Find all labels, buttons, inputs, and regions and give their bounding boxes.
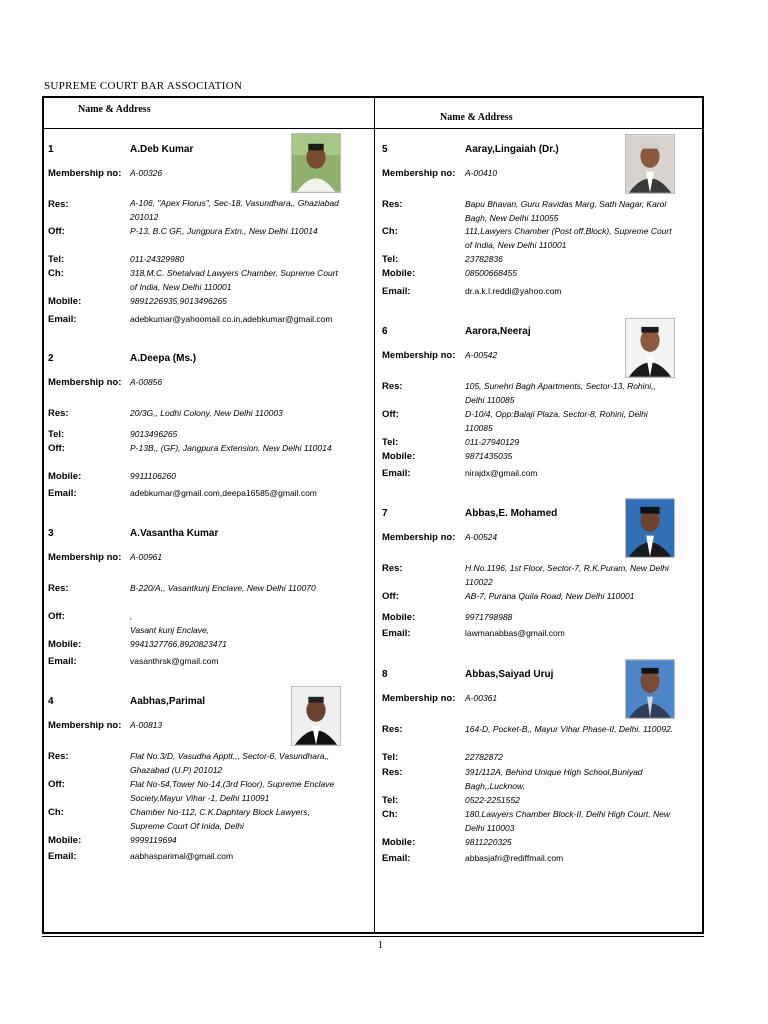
member-number: 5 <box>382 144 388 155</box>
mobile-label: Mobile: <box>382 451 416 462</box>
res-label: Res: <box>48 751 69 762</box>
member-photo <box>291 133 341 193</box>
mobile-value: 9911106260 <box>130 471 177 481</box>
membership-value: A-00410 <box>465 168 498 178</box>
member-number: 1 <box>48 144 54 155</box>
member-photo <box>625 498 675 558</box>
mobile-value: 9811220325 <box>465 837 512 847</box>
member-name: Aaray,Lingaiah (Dr.) <box>465 144 559 155</box>
tel-value: 011-27940129 <box>465 437 520 447</box>
email-value: lawmanabbas@gmail.com <box>465 628 565 638</box>
bottom-rule <box>42 936 704 937</box>
mobile-value: 9971798988 <box>465 612 513 622</box>
off-value-line2: Vasant kunj Enclave, <box>130 625 210 635</box>
member-name: Aabhas,Parimal <box>130 696 206 707</box>
member-number: 8 <box>382 669 388 680</box>
mobile-label: Mobile: <box>48 639 82 650</box>
tel-value: 22782872 <box>465 752 503 762</box>
membership-label: Membership no: <box>48 377 122 388</box>
email-label: Email: <box>382 853 411 864</box>
tel-value: 011-24329980 <box>130 254 185 264</box>
off-value: , <box>130 611 133 621</box>
membership-value: A-00361 <box>465 693 498 703</box>
membership-label: Membership no: <box>382 350 456 361</box>
member-name: A.Vasantha Kumar <box>130 528 219 539</box>
membership-label: Membership no: <box>48 168 122 179</box>
ch-value: 318,M.C. Shetalvad Lawyers Chamber, Supreme Court of India, New Delhi 110001 <box>130 268 338 292</box>
membership-value: A-00542 <box>465 350 498 360</box>
mobile-label: Mobile: <box>48 835 82 846</box>
mobile-label: Mobile: <box>382 268 416 279</box>
res-value: B-220/A,, Vasantkunj Enclave, New Delhi 110070 <box>130 583 316 593</box>
membership-value: A-00961 <box>130 552 163 562</box>
email-label: Email: <box>48 314 77 325</box>
membership-label: Membership no: <box>382 532 456 543</box>
email-label: Email: <box>382 286 411 297</box>
res-label: Res: <box>382 563 403 574</box>
membership-label: Membership no: <box>382 693 456 704</box>
document-title: SUPREME COURT BAR ASSOCIATION <box>44 80 243 92</box>
off-value: P-13B,, (GF), Jangpura Extension, New Delhi 110014 <box>130 443 332 453</box>
ch-label: Ch: <box>48 268 64 279</box>
off-label: Off: <box>48 611 65 622</box>
off-label: Off: <box>48 226 65 237</box>
email-label: Email: <box>48 488 77 499</box>
res-value: 20/3G,, Lodhi Colony, New Delhi 110003 <box>130 408 283 418</box>
membership-label: Membership no: <box>48 552 122 563</box>
off-value: P-13, B.C GF,, Jungpura Extn., New Delhi 110014 <box>130 226 318 236</box>
email-value: nirajdx@gmail.com <box>465 468 538 478</box>
mobile-value: 9941327766,8920823471 <box>130 639 227 649</box>
res-value: Flat No.3/D, Vasudha Apptt.,, Sector-6, Vasundhara,, Ghazabad (U.P) 201012 <box>130 751 330 775</box>
tel-label: Tel: <box>48 429 65 440</box>
off-label: Off: <box>382 591 399 602</box>
email-label: Email: <box>382 468 411 479</box>
off-label: Off: <box>382 409 399 420</box>
mobile-label: Mobile: <box>382 612 416 623</box>
member-photo <box>625 318 675 378</box>
mobile-value: 08500668455 <box>465 268 518 278</box>
email-value: abbasjafri@rediffmail.com <box>465 853 564 863</box>
res-label: Res: <box>382 724 403 735</box>
mobile-label: Mobile: <box>382 837 416 848</box>
member-name: A.Deepa (Ms.) <box>130 353 197 364</box>
off-value: Flat No-54,Tower No-14,(3rd Floor), Supreme Enclave Society,Mayur Vihar -1, Delhi 110091 <box>130 779 335 803</box>
res-value: Bapu Bhavan, Guru Ravidas Marg, Sath Nagar, Karol Bagh, New Delhi 110055 <box>465 199 667 223</box>
member-name: Abbas,E. Mohamed <box>465 508 558 519</box>
tel-label: Tel: <box>382 752 399 763</box>
res-value: H.No.1196, 1st Floor, Sector-7, R.K.Puram, New Delhi 110022 <box>465 563 669 587</box>
tel-value-2: 0522-2251552 <box>465 795 520 805</box>
ch-value: 111,Lawyers Chamber (Post off.Block), Supreme Court of India, New Delhi 110001 <box>465 226 672 250</box>
column-header-right: Name & Address <box>440 112 513 123</box>
membership-label: Membership no: <box>48 720 122 731</box>
tel-value: 23782836 <box>465 254 503 264</box>
tel-label: Tel: <box>382 254 399 265</box>
member-name: A.Deb Kumar <box>130 144 194 155</box>
res-value: A-106, "Apex Florus", Sec-18, Vasundhara,, Ghaziabad 201012 <box>130 198 339 222</box>
member-photo <box>625 659 675 719</box>
ch-value: 180,Lawyers Chamber Block-II, Delhi High Court, New Delhi 110003 <box>465 809 671 833</box>
member-number: 7 <box>382 508 388 519</box>
res-label: Res: <box>382 199 403 210</box>
page-number: 1 <box>378 940 383 951</box>
res-label: Res: <box>382 381 403 392</box>
mobile-label: Mobile: <box>48 471 82 482</box>
res-label: Res: <box>48 583 69 594</box>
res-label-2: Res: <box>382 767 403 778</box>
membership-value: A-00524 <box>465 532 498 542</box>
column-header-left: Name & Address <box>78 104 151 115</box>
res-label: Res: <box>48 199 69 210</box>
ch-label: Ch: <box>48 807 64 818</box>
header-divider <box>44 128 702 129</box>
tel-label: Tel: <box>382 437 399 448</box>
ch-label: Ch: <box>382 809 398 820</box>
membership-value: A-00813 <box>130 720 163 730</box>
tel-value: 9013496265 <box>130 429 178 439</box>
res-value: 105, Sunehri Bagh Apartments, Sector-13, Rohini,, Delhi 110085 <box>465 381 656 405</box>
member-photo <box>625 134 675 194</box>
member-number: 4 <box>48 696 54 707</box>
res-value: 164-D, Pocket-B,, Mayur Vihar Phase-II, Delhi. 110092. <box>465 724 674 734</box>
mobile-value: 9891226935,9013496265 <box>130 296 227 306</box>
mobile-value: 9999119694 <box>130 835 177 845</box>
ch-value: Chamber No-112, C.K.Daphtary Block Lawyers, Supreme Court Of Inida, Delhi <box>130 807 310 831</box>
member-photo <box>291 686 341 746</box>
off-label: Off: <box>48 779 65 790</box>
off-label: Off: <box>48 443 65 454</box>
member-name: Aarora,Neeraj <box>465 326 531 337</box>
membership-value: A-00856 <box>130 377 163 387</box>
membership-value: A-00326 <box>130 168 163 178</box>
email-label: Email: <box>48 851 77 862</box>
mobile-label: Mobile: <box>48 296 82 307</box>
member-number: 2 <box>48 353 54 364</box>
email-label: Email: <box>382 628 411 639</box>
member-number: 6 <box>382 326 388 337</box>
tel-label-2: Tel: <box>382 795 399 806</box>
email-value: adebkumar@yahoomail.co.in,adebkumar@gmail.com <box>130 314 333 324</box>
res-value-2: 391/112A, Behind Unique High School,Buniyad Bagh,,Lucknow, <box>465 767 643 791</box>
member-name: Abbas,Saiyad Uruj <box>465 669 554 680</box>
column-divider <box>374 98 375 932</box>
mobile-value: 9871435035 <box>465 451 513 461</box>
off-value: AB-7, Purana Quila Road, New Delhi 110001 <box>465 591 635 601</box>
email-label: Email: <box>48 656 77 667</box>
email-value: vasanthrsk@gmail.com <box>130 656 219 666</box>
off-value: D-10/4, Opp:Balaji Plaza, Sector-8, Rohini, Delhi 110085 <box>465 409 648 433</box>
email-value: adebkumar@gmail.com,deepa16585@gmail.com <box>130 488 317 498</box>
email-value: aabhasparimal@gmail.com <box>130 851 234 861</box>
ch-label: Ch: <box>382 226 398 237</box>
member-number: 3 <box>48 528 54 539</box>
tel-label: Tel: <box>48 254 65 265</box>
email-value: dr.a.k.l.reddi@yahoo.com <box>465 286 562 296</box>
res-label: Res: <box>48 408 69 419</box>
membership-label: Membership no: <box>382 168 456 179</box>
